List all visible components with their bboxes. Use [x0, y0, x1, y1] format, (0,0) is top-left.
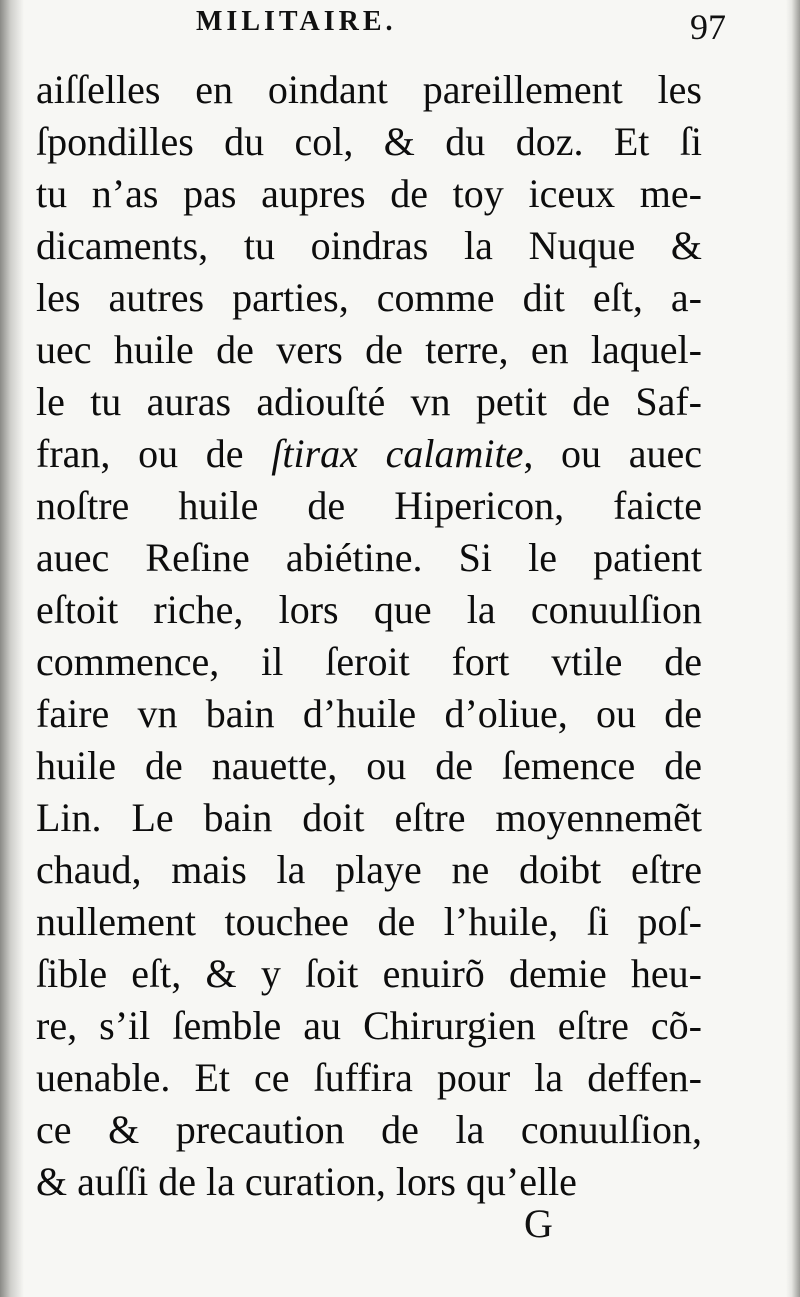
text-line: dicaments, tu oindras la Nuque &	[36, 223, 702, 268]
text-line: commence, il ſeroit fort vtile de	[36, 639, 702, 684]
page-number: 97	[690, 7, 726, 47]
text-line: aiſſelles en oindant pareillement les	[36, 67, 702, 112]
text-line: ce & precaution de la conuulſion,	[36, 1107, 702, 1152]
text-line: le tu auras adiouſté vn petit de Saf-	[36, 379, 702, 424]
text-line: ſpondilles du col, & du doz. Et ſi	[36, 119, 702, 164]
page-gutter-shadow	[0, 0, 24, 1297]
text-line: noſtre huile de Hipericon, faicte	[36, 483, 702, 528]
body-text	[36, 64, 702, 1208]
text-line: les autres parties, comme dit eſt, a-	[36, 275, 702, 320]
text-line: & auſſi de la curation, lors qu’elle	[36, 1159, 577, 1204]
text-segment: , ou auec	[523, 431, 702, 476]
text-line: auec Reſine abiétine. Si le patient	[36, 535, 702, 580]
text-line: faire vn bain d’huile d’oliue, ou de	[36, 691, 702, 736]
text-line: Lin. Le bain doit eſtre moyennemẽt	[36, 795, 702, 840]
page-edge-shadow	[786, 0, 800, 1297]
text-line: tu n’as pas aupres de toy iceux me-	[36, 171, 702, 216]
signature-mark: G	[524, 1201, 553, 1246]
running-head: MILITAIRE.	[196, 6, 397, 37]
text-line: nullement touchee de l’huile, ſi poſ-	[36, 899, 702, 944]
text-line: eſtoit riche, lors que la conuulſion	[36, 587, 702, 632]
text-line: uenable. Et ce ſuffira pour la deffen-	[36, 1055, 702, 1100]
text-line: chaud, mais la playe ne doibt eſtre	[36, 847, 702, 892]
text-line	[36, 428, 702, 480]
text-line: ſible eſt, & y ſoit enuirõ demie heu-	[36, 951, 702, 996]
text-segment: fran, ou de	[36, 431, 244, 476]
text-line: re, s’il ſemble au Chirurgien eſtre cõ-	[36, 1003, 702, 1048]
text-line: uec huile de vers de terre, en laquel-	[36, 327, 702, 372]
text-line: huile de nauette, ou de ſemence de	[36, 743, 702, 788]
italic-term: ſtirax calamite	[271, 431, 524, 476]
